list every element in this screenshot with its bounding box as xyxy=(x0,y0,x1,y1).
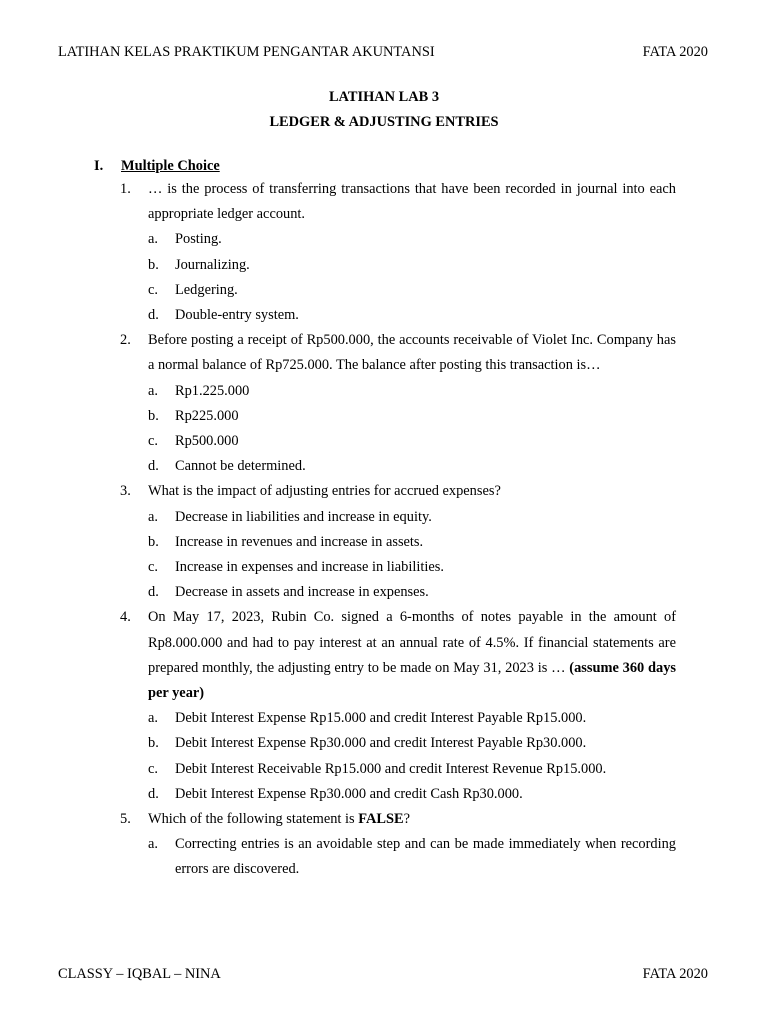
option-letter: c. xyxy=(148,281,158,298)
option-item xyxy=(148,731,676,756)
question-3 xyxy=(120,479,676,605)
option-item xyxy=(148,580,676,605)
option-text: Journalizing. xyxy=(175,256,250,273)
question-list xyxy=(120,177,676,883)
header-course-title: LATIHAN KELAS PRAKTIKUM PENGANTAR AKUNTANSI xyxy=(58,44,435,60)
question-number: 3. xyxy=(120,483,131,500)
question-1 xyxy=(120,177,676,328)
option-text: Correcting entries is an avoidable step and can be made immediately when recording errors are discovered. xyxy=(175,836,676,878)
question-note: (assume 360 days per year) xyxy=(148,659,676,702)
option-letter: b. xyxy=(148,735,159,752)
question-text: What is the impact of adjusting entries for accrued expenses? xyxy=(148,483,501,500)
option-item xyxy=(148,379,676,404)
option-letter: d. xyxy=(148,307,159,324)
option-text: Debit Interest Expense Rp30.000 and credit Cash Rp30.000. xyxy=(175,785,523,802)
section-number: I. xyxy=(94,158,104,174)
option-text: Rp225.000 xyxy=(175,407,239,424)
section-label: Multiple Choice xyxy=(121,158,220,174)
option-item xyxy=(148,278,676,303)
option-item xyxy=(148,832,676,882)
option-list xyxy=(120,379,676,480)
page-footer xyxy=(58,966,708,983)
option-letter: d. xyxy=(148,785,159,802)
option-text: Increase in expenses and increase in liabilities. xyxy=(175,559,444,576)
option-text: Ledgering. xyxy=(175,281,238,298)
question-text: Which of the following statement is xyxy=(148,811,355,828)
option-letter: a. xyxy=(148,231,158,248)
option-text: Debit Interest Expense Rp15.000 and credit Interest Payable Rp15.000. xyxy=(175,710,587,727)
footer-term: FATA 2020 xyxy=(642,966,708,982)
option-list xyxy=(120,505,676,606)
question-number: 1. xyxy=(120,181,131,197)
question-emphasis: FALSE xyxy=(358,811,404,828)
option-letter: a. xyxy=(148,508,158,525)
option-letter: c. xyxy=(148,760,158,777)
question-text-end: ? xyxy=(403,811,410,828)
option-text: Decrease in assets and increase in expenses. xyxy=(175,584,429,601)
option-text: Double-entry system. xyxy=(175,307,299,324)
option-letter: c. xyxy=(148,559,158,576)
option-letter: a. xyxy=(148,836,158,853)
section-heading xyxy=(94,158,220,175)
option-text: Decrease in liabilities and increase in equity. xyxy=(175,508,432,525)
option-item xyxy=(148,303,676,328)
option-item xyxy=(148,555,676,580)
option-text: Rp500.000 xyxy=(175,433,239,450)
option-letter: d. xyxy=(148,458,159,475)
option-item xyxy=(148,706,676,731)
question-5 xyxy=(120,807,676,883)
question-number: 5. xyxy=(120,811,131,828)
question-4 xyxy=(120,605,676,807)
option-list xyxy=(120,832,676,882)
question-text: … is the process of transferring transactions that have been recorded in journal into each appropriate ledger account. xyxy=(148,181,676,223)
option-letter: b. xyxy=(148,256,159,273)
option-item xyxy=(148,505,676,530)
question-text: Before posting a receipt of Rp500.000, the accounts receivable of Violet Inc. Company has a normal balance of Rp725.000. The balance after posting this transaction is… xyxy=(148,332,676,374)
option-item xyxy=(148,429,676,454)
option-item xyxy=(148,782,676,807)
option-letter: d. xyxy=(148,584,159,601)
option-list xyxy=(120,227,676,328)
option-text: Posting. xyxy=(175,231,222,248)
document-title: LATIHAN LAB 3 xyxy=(328,89,440,105)
question-text-wrap xyxy=(148,605,676,706)
option-item xyxy=(148,404,676,429)
option-item xyxy=(148,757,676,782)
question-number: 4. xyxy=(120,609,131,626)
option-letter: c. xyxy=(148,433,158,450)
option-item xyxy=(148,227,676,252)
option-item xyxy=(148,530,676,555)
option-item xyxy=(148,253,676,278)
document-subtitle: LEDGER & ADJUSTING ENTRIES xyxy=(269,114,499,130)
question-2 xyxy=(120,328,676,479)
option-text: Cannot be determined. xyxy=(175,458,306,475)
option-list xyxy=(120,706,676,807)
option-text: Rp1.225.000 xyxy=(175,382,250,399)
question-number: 2. xyxy=(120,332,131,349)
option-letter: a. xyxy=(148,710,158,727)
question-text-wrap xyxy=(148,807,676,832)
page-header xyxy=(58,44,708,61)
question-text: On May 17, 2023, Rubin Co. signed a 6-months of notes payable in the amount of Rp8.000.000 and had to pay interest at an annual rate of 4.5%. If financial statements are prepared monthly, the adjusting entry to be made on May 31, 2023 is … xyxy=(148,609,676,676)
option-text: Debit Interest Receivable Rp15.000 and credit Interest Revenue Rp15.000. xyxy=(175,760,607,777)
option-text: Increase in revenues and increase in assets. xyxy=(175,533,424,550)
option-letter: b. xyxy=(148,533,159,550)
footer-authors: CLASSY – IQBAL – NINA xyxy=(58,966,221,982)
option-letter: b. xyxy=(148,407,159,424)
option-text: Debit Interest Expense Rp30.000 and credit Interest Payable Rp30.000. xyxy=(175,735,587,752)
option-letter: a. xyxy=(148,382,158,399)
header-term: FATA 2020 xyxy=(642,44,708,60)
option-item xyxy=(148,454,676,479)
